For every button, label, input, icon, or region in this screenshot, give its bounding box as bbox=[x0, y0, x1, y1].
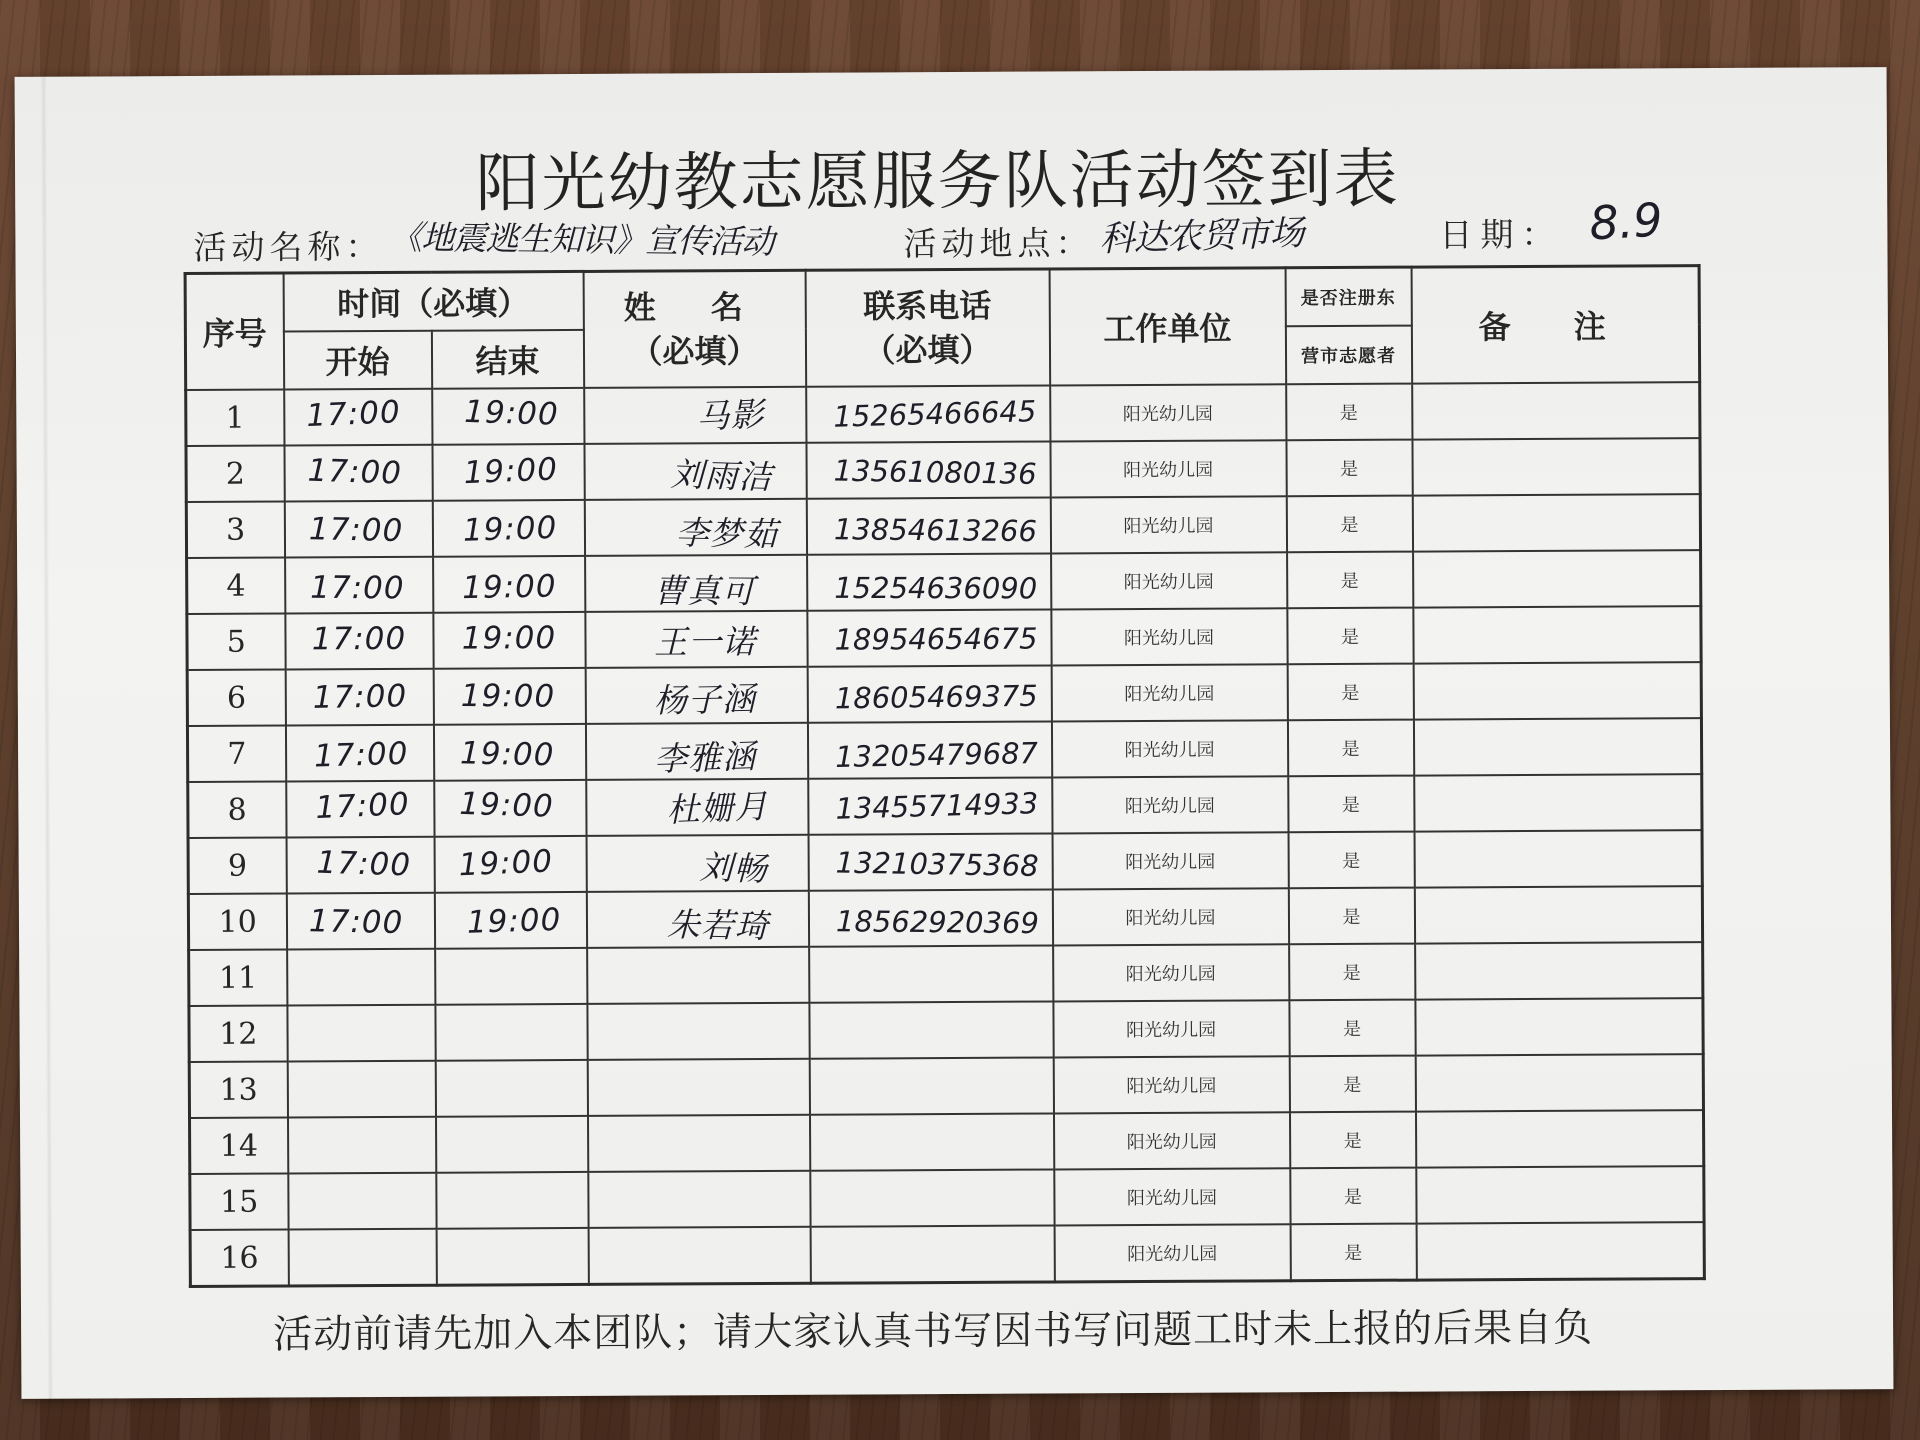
volunteer-name bbox=[586, 891, 808, 948]
remark bbox=[1412, 494, 1700, 552]
start-time bbox=[286, 893, 434, 950]
row-number: 1 bbox=[186, 390, 284, 447]
row-number: 13 bbox=[189, 1061, 287, 1118]
remark bbox=[1412, 438, 1700, 496]
volunteer-name bbox=[587, 947, 809, 1004]
phone-number-text: 18954654675 bbox=[834, 621, 1038, 657]
table-row bbox=[189, 998, 1703, 1062]
end-time bbox=[436, 1172, 588, 1229]
volunteer-name bbox=[585, 667, 807, 724]
end-time bbox=[436, 1228, 588, 1285]
volunteer-name-text: 曹真可 bbox=[652, 570, 755, 611]
start-time bbox=[285, 669, 433, 726]
volunteer-name bbox=[588, 1171, 810, 1228]
header-start: 开始 bbox=[283, 331, 431, 390]
volunteer-name-text: 李雅涵 bbox=[653, 736, 757, 779]
end-time-text: 19:00 bbox=[462, 509, 559, 549]
table-row bbox=[187, 606, 1701, 670]
remark bbox=[1414, 830, 1702, 888]
volunteer-name bbox=[585, 723, 807, 780]
row-number: 16 bbox=[190, 1229, 288, 1286]
phone-number bbox=[808, 777, 1052, 834]
table-row bbox=[188, 774, 1702, 838]
registered-volunteer: 是 bbox=[1290, 1168, 1416, 1225]
activity-name-label: 活动名称： bbox=[193, 226, 384, 267]
end-time bbox=[436, 1116, 588, 1173]
phone-number bbox=[806, 441, 1050, 498]
work-unit: 阳光幼儿园 bbox=[1053, 1056, 1289, 1113]
phone-number bbox=[808, 889, 1052, 946]
end-time-text: 19:00 bbox=[459, 785, 555, 825]
remark bbox=[1413, 662, 1701, 720]
start-time-text: 17:00 bbox=[313, 735, 410, 775]
registered-volunteer: 是 bbox=[1287, 720, 1413, 777]
sign-in-table bbox=[184, 264, 1706, 1288]
start-time-text: 17:00 bbox=[307, 452, 403, 492]
remark bbox=[1414, 886, 1702, 944]
volunteer-name bbox=[585, 555, 807, 612]
start-time-text: 17:00 bbox=[310, 569, 406, 607]
work-unit: 阳光幼儿园 bbox=[1050, 384, 1286, 441]
volunteer-name bbox=[588, 1227, 810, 1285]
end-time bbox=[435, 948, 587, 1005]
start-time bbox=[284, 501, 432, 558]
header-name-label: 姓 名 bbox=[623, 287, 765, 327]
end-time-text: 19:00 bbox=[466, 901, 563, 941]
phone-number-text: 13210375368 bbox=[835, 845, 1039, 883]
end-time-text: 19:00 bbox=[461, 678, 556, 715]
header-phone-note: （必填） bbox=[863, 330, 992, 370]
row-number: 14 bbox=[190, 1117, 288, 1174]
work-unit: 阳光幼儿园 bbox=[1052, 888, 1288, 945]
work-unit: 阳光幼儿园 bbox=[1051, 552, 1287, 609]
volunteer-name bbox=[587, 1003, 809, 1060]
registered-volunteer: 是 bbox=[1288, 832, 1414, 889]
table-row bbox=[187, 662, 1701, 726]
start-time bbox=[288, 1173, 436, 1230]
start-time bbox=[284, 389, 432, 446]
row-number: 10 bbox=[188, 893, 286, 950]
header-name-note: （必填） bbox=[630, 332, 759, 371]
start-time-text: 17:00 bbox=[314, 786, 411, 827]
end-time bbox=[432, 500, 584, 557]
row-number: 11 bbox=[189, 949, 287, 1006]
registered-volunteer: 是 bbox=[1290, 1224, 1416, 1281]
volunteer-name-text: 刘畅 bbox=[698, 846, 768, 889]
table-row bbox=[190, 1166, 1704, 1230]
phone-number bbox=[807, 665, 1051, 722]
header-phone-label: 联系电话 bbox=[863, 286, 992, 326]
header-number: 序号 bbox=[185, 273, 284, 390]
row-number: 4 bbox=[187, 558, 285, 615]
start-time bbox=[286, 837, 434, 894]
start-time bbox=[286, 781, 434, 838]
volunteer-name-text: 杜姗月 bbox=[665, 785, 769, 830]
phone-number bbox=[809, 1057, 1053, 1114]
start-time bbox=[287, 1005, 435, 1062]
row-number: 8 bbox=[188, 781, 286, 838]
registered-volunteer: 是 bbox=[1287, 608, 1413, 665]
end-time bbox=[432, 388, 584, 445]
phone-number bbox=[807, 553, 1051, 610]
row-number: 5 bbox=[187, 614, 285, 671]
end-time bbox=[433, 668, 585, 725]
date-value: 8.9 bbox=[1587, 192, 1664, 251]
phone-number-text: 15265466645 bbox=[832, 394, 1037, 434]
work-unit: 阳光幼儿园 bbox=[1054, 1224, 1290, 1282]
table-row bbox=[190, 1222, 1704, 1286]
end-time bbox=[434, 892, 586, 949]
start-time bbox=[285, 613, 433, 670]
row-number: 7 bbox=[187, 726, 285, 783]
end-time bbox=[434, 780, 586, 837]
start-time-text: 17:00 bbox=[305, 394, 402, 435]
registered-volunteer: 是 bbox=[1289, 944, 1415, 1001]
end-time-text: 19:00 bbox=[458, 843, 555, 884]
sheet-title: 阳光幼教志愿服务队活动签到表 bbox=[475, 142, 1400, 222]
end-time bbox=[435, 1004, 587, 1061]
registered-volunteer: 是 bbox=[1287, 552, 1413, 609]
remark bbox=[1416, 1110, 1704, 1168]
work-unit: 阳光幼儿园 bbox=[1051, 608, 1287, 665]
header-phone bbox=[805, 269, 1050, 387]
work-unit: 阳光幼儿园 bbox=[1054, 1112, 1290, 1169]
table-row bbox=[188, 886, 1702, 950]
remark bbox=[1413, 718, 1701, 776]
remark bbox=[1412, 382, 1700, 440]
table-row bbox=[186, 494, 1700, 558]
end-time bbox=[435, 1060, 587, 1117]
phone-number-text: 18562920369 bbox=[835, 904, 1040, 941]
start-time bbox=[285, 725, 433, 782]
volunteer-name bbox=[584, 387, 806, 444]
phone-number-text: 13205479687 bbox=[834, 735, 1039, 775]
volunteer-name bbox=[586, 835, 808, 892]
registered-volunteer: 是 bbox=[1288, 888, 1414, 945]
work-unit: 阳光幼儿园 bbox=[1050, 496, 1286, 553]
start-time bbox=[285, 557, 433, 614]
header-unit: 工作单位 bbox=[1049, 268, 1286, 386]
volunteer-name bbox=[584, 443, 806, 500]
registered-volunteer: 是 bbox=[1286, 384, 1412, 441]
table-row bbox=[188, 830, 1702, 894]
activity-name-value: 《地震逃生知识》宣传活动 bbox=[389, 217, 774, 262]
row-number: 2 bbox=[186, 446, 284, 503]
phone-number bbox=[806, 497, 1050, 554]
end-time bbox=[433, 724, 585, 781]
date-label: 日期： bbox=[1439, 214, 1563, 255]
volunteer-name-text: 朱若琦 bbox=[666, 904, 769, 946]
row-number: 6 bbox=[187, 670, 285, 727]
start-time-text: 17:00 bbox=[316, 844, 412, 884]
table-row bbox=[186, 438, 1700, 502]
end-time-text: 19:00 bbox=[464, 393, 560, 433]
registered-volunteer: 是 bbox=[1286, 440, 1412, 497]
end-time-text: 19:00 bbox=[463, 451, 560, 492]
start-time-text: 17:00 bbox=[308, 903, 404, 942]
volunteer-name bbox=[585, 611, 807, 668]
phone-number bbox=[807, 609, 1051, 666]
volunteer-name bbox=[588, 1115, 810, 1172]
start-time-text: 17:00 bbox=[312, 678, 408, 716]
work-unit: 阳光幼儿园 bbox=[1051, 664, 1287, 721]
table-row bbox=[186, 382, 1700, 446]
work-unit: 阳光幼儿园 bbox=[1054, 1168, 1290, 1225]
activity-location-label: 活动地点： bbox=[903, 223, 1094, 264]
volunteer-name-text: 杨子涵 bbox=[653, 678, 756, 720]
remark bbox=[1415, 998, 1703, 1056]
start-time bbox=[284, 445, 432, 502]
header-registered-line2: 营市志愿者 bbox=[1285, 326, 1411, 385]
header-row-top bbox=[185, 266, 1699, 332]
header-registered-line1: 是否注册东 bbox=[1285, 267, 1411, 326]
header-name bbox=[583, 270, 806, 388]
volunteer-name bbox=[587, 1059, 809, 1116]
end-time bbox=[432, 444, 584, 501]
volunteer-name bbox=[586, 779, 808, 836]
start-time bbox=[288, 1229, 436, 1286]
end-time bbox=[433, 612, 585, 669]
work-unit: 阳光幼儿园 bbox=[1050, 440, 1286, 497]
table-row bbox=[187, 718, 1701, 782]
work-unit: 阳光幼儿园 bbox=[1053, 1000, 1289, 1057]
start-time-text: 17:00 bbox=[311, 620, 407, 658]
registered-volunteer: 是 bbox=[1289, 1056, 1415, 1113]
start-time bbox=[287, 1061, 435, 1118]
remark bbox=[1414, 774, 1702, 832]
row-number: 3 bbox=[186, 502, 284, 559]
registered-volunteer: 是 bbox=[1290, 1112, 1416, 1169]
volunteer-name-text: 马影 bbox=[695, 393, 765, 436]
phone-number bbox=[808, 833, 1052, 890]
registered-volunteer: 是 bbox=[1289, 1000, 1415, 1057]
registered-volunteer: 是 bbox=[1288, 776, 1414, 833]
registered-volunteer: 是 bbox=[1286, 496, 1412, 553]
volunteer-name-text: 李梦茹 bbox=[675, 512, 778, 554]
table-row bbox=[187, 550, 1701, 614]
phone-number-text: 13854613266 bbox=[833, 512, 1038, 549]
phone-number bbox=[807, 721, 1051, 778]
phone-number-text: 15254636090 bbox=[834, 570, 1038, 606]
row-number: 9 bbox=[188, 837, 286, 894]
start-time-text: 17:00 bbox=[308, 511, 404, 550]
remark bbox=[1415, 942, 1703, 1000]
end-time bbox=[434, 836, 586, 893]
end-time-text: 19:00 bbox=[461, 620, 557, 657]
phone-number bbox=[809, 1001, 1053, 1058]
footer-notice: 活动前请先加入本团队；请大家认真书写因书写问题工时未上报的后果自负 bbox=[273, 1305, 1594, 1358]
remark bbox=[1413, 606, 1701, 664]
header-remark: 备 注 bbox=[1411, 266, 1700, 384]
sign-in-sheet bbox=[15, 67, 1894, 1399]
remark bbox=[1416, 1166, 1704, 1224]
phone-number bbox=[806, 385, 1050, 442]
phone-number bbox=[809, 945, 1053, 1002]
volunteer-name-text: 王一诺 bbox=[653, 621, 757, 662]
header-end: 结束 bbox=[431, 330, 583, 389]
phone-number bbox=[810, 1113, 1054, 1170]
table-row bbox=[189, 1054, 1703, 1118]
row-number: 12 bbox=[189, 1005, 287, 1062]
phone-number-text: 13455714933 bbox=[834, 786, 1039, 826]
registered-volunteer: 是 bbox=[1287, 664, 1413, 721]
activity-location-value: 科达农贸市场 bbox=[1098, 213, 1305, 260]
volunteer-name-text: 刘雨洁 bbox=[669, 454, 773, 497]
table-row bbox=[190, 1110, 1704, 1174]
row-number: 15 bbox=[190, 1173, 288, 1230]
phone-number bbox=[810, 1169, 1054, 1226]
phone-number bbox=[810, 1225, 1054, 1283]
remark bbox=[1413, 550, 1701, 608]
start-time bbox=[288, 1117, 436, 1174]
table-header bbox=[185, 266, 1700, 390]
work-unit: 阳光幼儿园 bbox=[1053, 944, 1289, 1001]
phone-number-text: 13561080136 bbox=[833, 453, 1037, 491]
end-time-text: 19:00 bbox=[460, 735, 556, 774]
work-unit: 阳光幼儿园 bbox=[1051, 720, 1287, 777]
remark bbox=[1416, 1222, 1704, 1280]
header-time: 时间（必填） bbox=[283, 271, 583, 331]
start-time bbox=[287, 949, 435, 1006]
remark bbox=[1415, 1054, 1703, 1112]
work-unit: 阳光幼儿园 bbox=[1052, 776, 1288, 833]
phone-number-text: 18605469375 bbox=[834, 678, 1039, 716]
end-time-text: 19:00 bbox=[462, 568, 558, 607]
table-row bbox=[189, 942, 1703, 1006]
table-body bbox=[186, 382, 1705, 1286]
end-time bbox=[433, 556, 585, 613]
work-unit: 阳光幼儿园 bbox=[1052, 832, 1288, 889]
volunteer-name bbox=[584, 499, 806, 556]
